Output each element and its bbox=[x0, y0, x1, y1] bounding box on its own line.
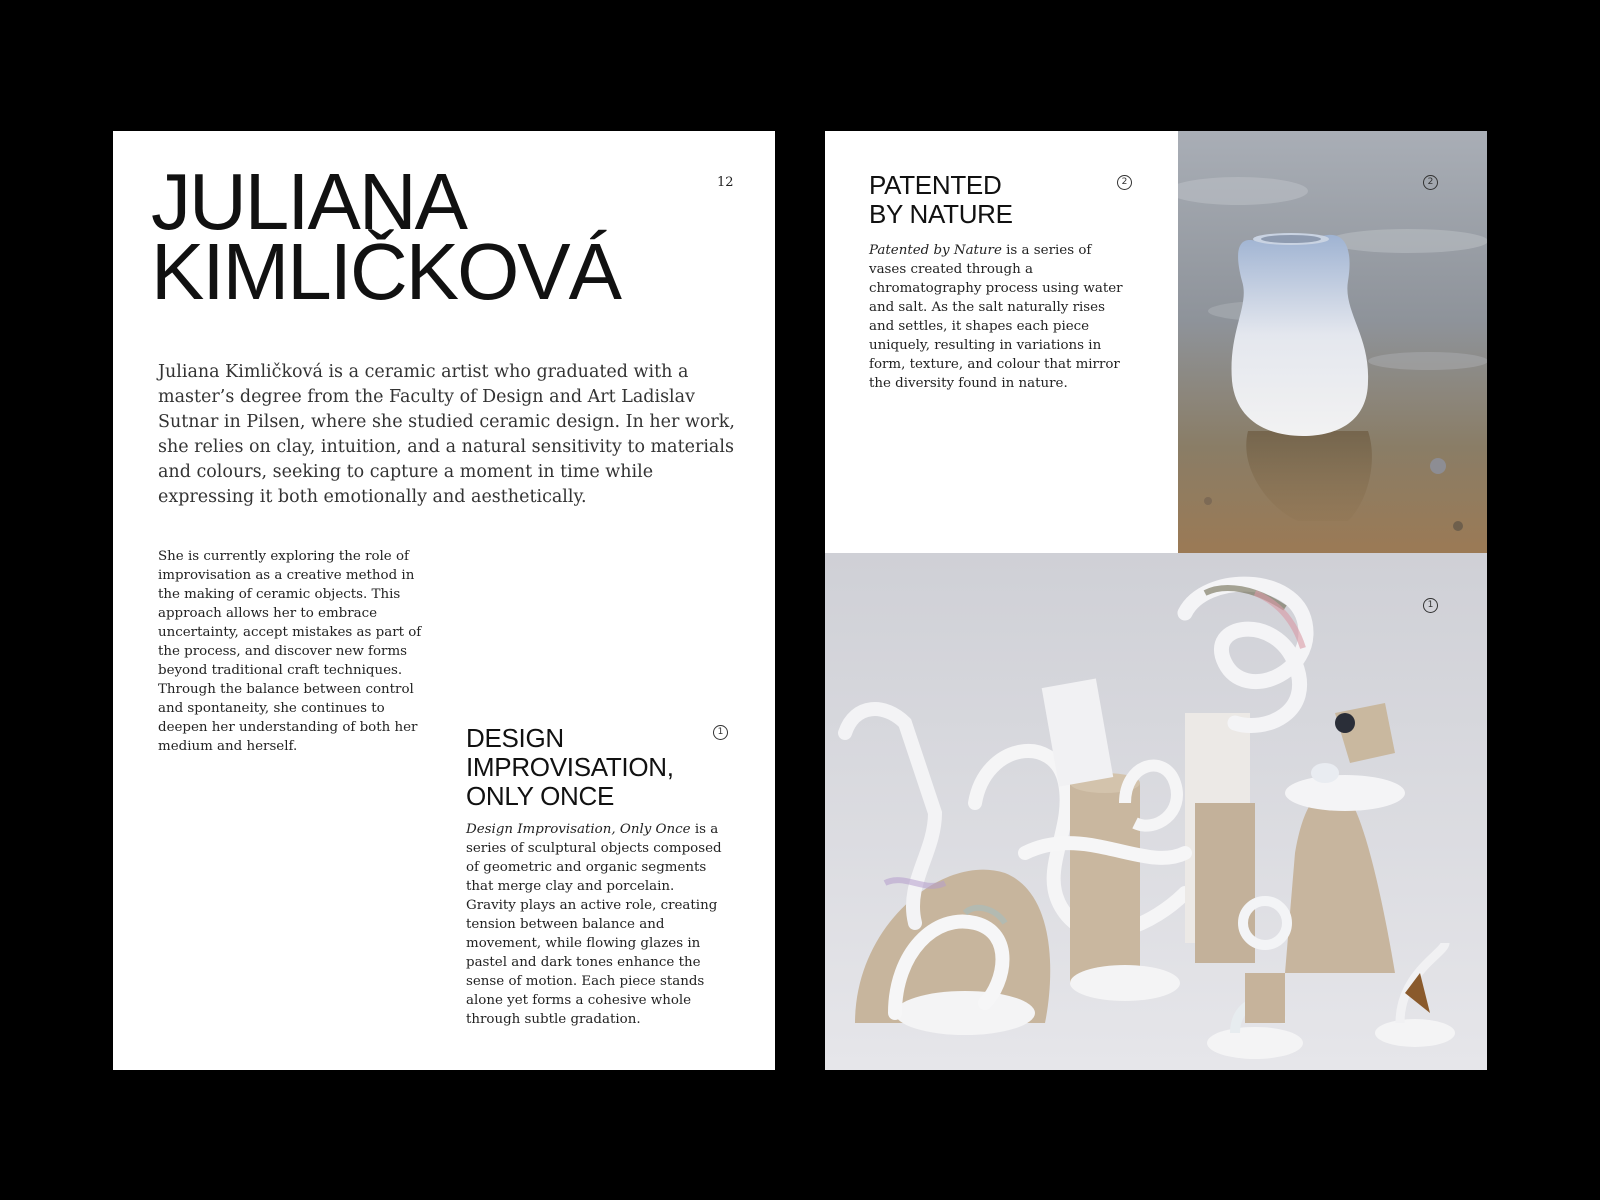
design-section-marker: 1 bbox=[713, 725, 728, 740]
patented-title-line2: BY NATURE bbox=[869, 199, 1013, 229]
patented-section-title bbox=[869, 171, 1013, 229]
design-body-rest: is a series of sculptural objects composed of geometric and organic segments that merge clay and porcelain. Gravity plays an active role, creating tension between balance and movement, while flowing glazes in pastel and dark tones enhance the sense of motion. Each piece stands alone yet forms a cohesive whole through subtle gradation. bbox=[466, 822, 722, 1027]
patented-section-body bbox=[869, 241, 1131, 393]
vase-illustration bbox=[1178, 131, 1487, 553]
patented-title-line1: PATENTED bbox=[869, 170, 1002, 200]
design-title-line1: DESIGN bbox=[466, 723, 564, 753]
patented-body-italic: Patented by Nature bbox=[869, 243, 1002, 258]
left-page bbox=[113, 131, 775, 1070]
vase-photo-marker: 2 bbox=[1423, 175, 1438, 190]
bio-intro: Juliana Kimličková is a ceramic artist who graduated with a master’s degree from the Faculty of Design and Art Ladislav Sutnar in Pilsen, where she studied ceramic design. In her work, she relies on clay, intuition, and a natural sensitivity to materials and colours, seeking to capture a moment in time while expressing it both emotionally and aesthetically. bbox=[158, 362, 735, 507]
bio-more: She is currently exploring the role of improvisation as a creative method in the making of ceramic objects. This approach allows her to embrace uncertainty, accept mistakes as part of the process, and discover new forms beyond traditional craft techniques. Through the balance between control and spontaneity, she continues to deepen her understanding of both her medium and herself. bbox=[158, 549, 422, 754]
design-title-line3: ONLY ONCE bbox=[466, 781, 615, 811]
artist-name-line1: JULIANA bbox=[151, 157, 466, 246]
design-title-line2: IMPROVISATION, bbox=[466, 752, 674, 782]
artist-name bbox=[151, 157, 621, 316]
design-section-body bbox=[466, 820, 728, 1029]
vase-photo bbox=[1178, 131, 1487, 553]
sculpture-photo bbox=[825, 553, 1487, 1070]
design-body-italic: Design Improvisation, Only Once bbox=[466, 822, 691, 837]
sculpture-illustration bbox=[825, 553, 1487, 1070]
sculpture-photo-marker: 1 bbox=[1423, 598, 1438, 613]
patented-body-rest: is a series of vases created through a chromatography process using water and salt. As the salt naturally rises and settles, it shapes each piece uniquely, resulting in variations in form, texture, and colour that mirror the diversity found in nature. bbox=[869, 243, 1123, 391]
artist-name-line2: KIMLIČKOVÁ bbox=[151, 227, 621, 316]
right-page bbox=[825, 131, 1487, 1070]
design-section-title bbox=[466, 724, 674, 811]
page-number: 12 bbox=[717, 175, 734, 190]
patented-section-marker: 2 bbox=[1117, 175, 1132, 190]
